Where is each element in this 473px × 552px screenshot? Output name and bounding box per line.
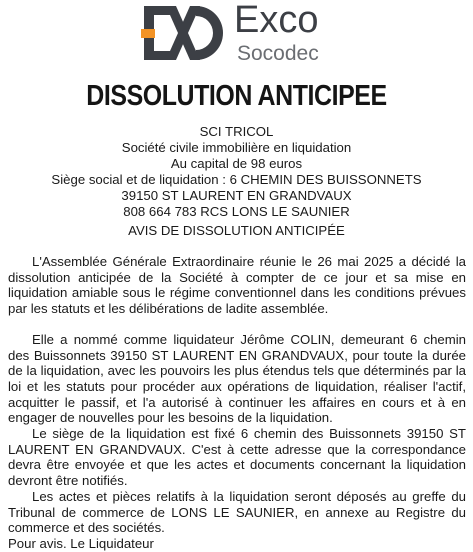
notice-body	[8, 254, 466, 552]
company-type: Société civile immobilière en liquidation	[121, 140, 352, 155]
signoff: Pour avis. Le Liquidateur	[8, 535, 154, 551]
paragraph-dissolution: L'Assemblée Générale Extraordinaire réunie le 26 mai 2025 a décidé la dissolution anticipée de la Société à compter de ce jour et sa mise en liquidation amiable sous le régime conventionnel dans les conditions prévues par les statuts et les délibérations de ladite assemblée.	[8, 254, 466, 317]
company-rcs: 808 664 783 RCS LONS LE SAUNIER	[123, 204, 350, 219]
company-header	[0, 124, 473, 220]
page-title: DISSOLUTION ANTICIPEE	[86, 80, 387, 112]
company-city: 39150 ST LAURENT EN GRANDVAUX	[121, 188, 352, 203]
logo-right-arc	[196, 6, 223, 60]
paragraph-liquidator: Elle a nommé comme liquidateur Jérôme COLIN, demeurant 6 chemin des Buissonnets 39150 ST LAURENT EN GRANDVAUX, pour toute la durée de la liquidation, avec les pouvoirs les plus étendus tels que déterminés par la loi et les statuts pour procéder aux opérations de liquidation, réaliser l'actif, acquitter le passif, et l'a autorisé à continuer les affaires en cours et à en engager de nouvelles pour les besoins de la liquidation.	[8, 331, 466, 426]
company-capital: Au capital de 98 euros	[170, 156, 303, 171]
exco-logo-mark	[138, 0, 338, 66]
exco-socodec-logo	[138, 0, 338, 66]
logo-name: Exco	[234, 0, 319, 41]
company-seat: Siège social et de liquidation : 6 CHEMIN DES BUISSONNETS	[51, 172, 422, 187]
paragraph-seat: Le siège de la liquidation est fixé 6 chemin des Buissonnets 39150 ST LAURENT EN GRANDVAUX. C'est à cette adresse que la correspondance devra être envoyée et que les actes et documents concernant la liquidation devront être notifiés.	[8, 426, 466, 489]
logo-subname: Socodec	[237, 42, 319, 65]
logo-orange-bar	[141, 29, 155, 38]
notice-heading: AVIS DE DISSOLUTION ANTICIPÉE	[128, 223, 345, 238]
paragraph-filing: Les actes et pièces relatifs à la liquidation seront déposés au greffe du Tribunal de commerce de LONS LE SAUNIER, en annexe au Registre du commerce et des sociétés.	[8, 488, 466, 536]
company-name: SCI TRICOL	[199, 124, 274, 139]
